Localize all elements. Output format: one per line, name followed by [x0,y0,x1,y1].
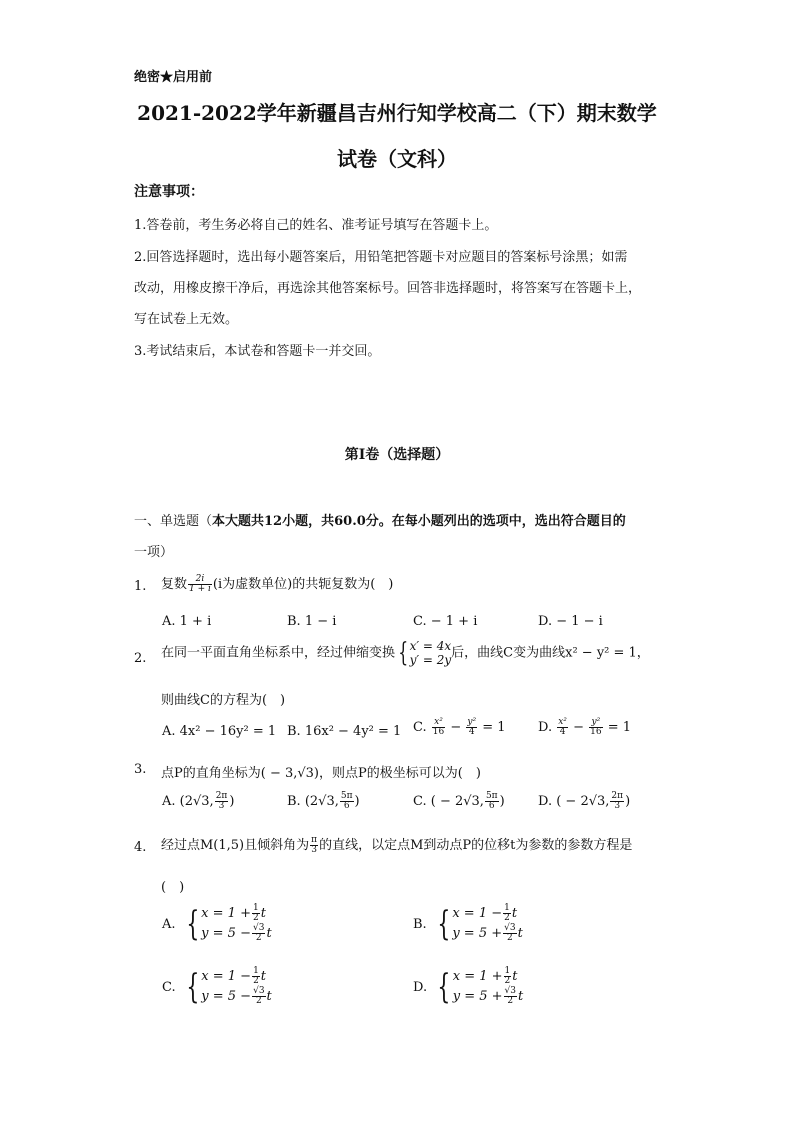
question-4-stem [161,834,632,855]
q4a-brace: { [185,904,199,944]
q3c-close: ) [499,794,505,809]
part-heading-line2: 一项） [134,545,174,560]
q3b-frac-den: 6 [343,801,350,811]
question-3-number: 3. [134,762,147,777]
q3a-close: ) [229,794,235,809]
q2c-frac2-den: 4 [468,727,475,737]
q3a-frac-num: 2π [215,791,228,801]
confidential-label: 绝密★启用前 [134,70,213,85]
q4b-l2-num: √3 [504,923,516,933]
q4a-l2-t: t [266,926,272,941]
q3c-pre: C. ( − 2√3, [413,794,484,809]
q4a-l1-pre: x = 1 + [201,906,251,921]
part-heading-line1 [134,510,626,529]
q4-fraction [310,836,318,855]
q4a-l2-pre: y = 5 − [201,926,251,941]
q3a-frac-den: 3 [218,801,225,811]
q4c-l2-t: t [266,989,272,1004]
question-2-option-d [538,718,631,737]
q4c-line2 [201,987,272,1007]
q2c-frac1-num: x² [432,718,445,728]
q4d-line2 [453,987,524,1007]
q4a-l1-t: t [260,906,266,921]
q4d-system [413,967,523,1007]
exam-title-line2: 试卷（文科） [337,147,457,171]
question-4-option-b [413,904,523,944]
q4c-l2-frac [252,987,265,1006]
q4b-system [413,904,523,944]
q3b-pre: B. (2√3, [287,794,339,809]
question-2-line2: 则曲线C的方程为( ) [161,693,286,708]
q3a-pre: A. (2√3, [162,794,214,809]
q4c-system [162,967,272,1007]
q4c-label: C. [162,979,176,995]
question-1-option-d: D. − 1 − i [538,614,603,629]
q4-frac-num: π [311,835,318,845]
part-heading-bold: 本大题共12小题，共60.0分。在每小题列出的选项中，选出符合题目的 [212,514,626,529]
q2-post: 后，曲线C变为曲线x² − y² = 1， [451,645,650,661]
question-4-option-d [413,967,523,1007]
notice-item-1: 1.答卷前，考生务必将自己的姓名、准考证号填写在答题卡上。 [134,218,498,233]
q4c-l1-t: t [260,969,267,984]
q2d-frac2-den: 16 [590,727,602,737]
q3d-frac-num: 2π [611,791,624,801]
notice-heading: 注意事项： [134,184,204,200]
q4d-line1 [453,967,524,987]
q1-pre: 复数 [161,577,188,592]
q3b-frac-num: 5π [340,791,353,801]
q2d-frac2-num: y² [589,718,602,728]
question-1-number: 1. [134,579,147,594]
q3c-frac-num: 5π [485,791,498,801]
q4c-l2-den: 2 [255,996,262,1006]
q2d-frac1-num: x² [558,717,567,727]
q2d-end: = 1 [607,720,631,735]
question-1-option-b: B. 1 − i [287,614,337,629]
question-3-option-c [413,792,505,811]
q4c-brace: { [185,967,199,1007]
q2-brace: { [398,638,409,668]
notice-item-2-line2: 改动，用橡皮擦干净后，再选涂其他答案标号。回答非选择题时，将答案写在答题卡上， [134,281,642,296]
q4d-l2-num: √3 [504,986,517,996]
q2c-frac2 [466,718,477,737]
q2d-frac1-den: 4 [559,727,566,737]
q4c-l2-num: √3 [253,986,265,996]
question-1-stem [161,573,393,594]
q4b-l1-pre: x = 1 − [452,906,503,921]
q4b-l1-den: 2 [504,913,510,923]
q2-pre: 在同一平面直角坐标系中，经过伸缩变换 [161,645,396,661]
q3c-frac-den: 6 [488,801,495,811]
q4c-l1-den: 2 [253,976,259,986]
q4-post: 的直线，以定点M到动点P的位移t为参数的参数方程是 [319,838,633,853]
q2c-minus: − [450,720,462,735]
q4a-system [162,904,272,944]
q4b-l1-t: t [511,906,518,921]
question-2-option-a: A. 4x² − 16y² = 1 [162,724,277,739]
q4a-l1-frac [252,904,260,923]
q4b-l1-frac [503,904,511,923]
q4d-l1-pre: x = 1 + [452,969,503,984]
question-2-stem [161,639,650,667]
q4d-label: D. [413,979,428,995]
q3c-frac [485,792,499,811]
question-3-option-d [538,792,630,811]
notice-item-2-line1: 2.回答选择题时，选出每小题答案后，用铅笔把答题卡对应题目的答案标号涂黑；如需 [134,250,628,265]
question-1-option-a: A. 1 + i [162,614,212,629]
q2-sys-line2: y′ = 2y [409,653,452,667]
q4c-l1-frac [252,967,260,986]
q2d-minus: − [573,720,584,735]
q4b-line2 [452,924,523,944]
q3b-close: ) [354,794,360,809]
q2d-label: D. [538,720,553,735]
q1-frac-den: 1 + i [189,584,211,594]
question-4-option-a [162,904,272,944]
q4c-line1 [201,967,272,987]
q4d-l1-t: t [512,969,518,984]
q2c-end: = 1 [482,720,506,735]
q2-sys-line1: x′ = 4x [409,639,452,653]
q4a-l1-den: 2 [252,913,259,923]
q4d-l2-t: t [518,989,524,1004]
q3d-frac [610,792,624,811]
q2c-frac1 [432,718,445,737]
q4d-l2-pre: y = 5 + [452,989,503,1004]
q2d-frac2 [589,718,602,737]
q4d-l1-den: 2 [504,976,511,986]
q4d-l1-frac [504,967,512,986]
q4d-l1-num: 1 [504,966,511,976]
q3a-frac [215,792,229,811]
q3d-frac-den: 3 [614,801,621,811]
q4a-l1-num: 1 [252,903,259,913]
q4b-label: B. [413,916,427,932]
q4a-line1 [201,904,272,924]
q4a-l2-frac [252,924,265,943]
exam-title-line1: 2021-2022学年新疆昌吉州行知学校高二（下）期末数学 [137,101,657,125]
q1-fraction [188,575,212,594]
q1-frac-num: 2i [188,575,212,585]
notice-item-2-line3: 写在试卷上无效。 [134,312,239,327]
q2c-frac2-num: y² [467,717,477,727]
q4b-l2-den: 2 [507,933,513,943]
question-3-stem: 点P的直角坐标为( − 3,√3)，则点P的极坐标可以为( ) [161,766,481,781]
q3b-frac [340,792,354,811]
question-3-option-a [162,792,234,811]
question-4-line2: ( ) [161,880,185,895]
q4c-l2-pre: y = 5 − [201,989,252,1004]
q4d-brace: { [437,967,451,1007]
q1-post: (i为虚数单位)的共轭复数为( ) [212,577,394,592]
q4b-line1 [452,904,523,924]
q2-transform-system [395,639,451,667]
q4a-l2-den: 2 [255,933,262,943]
q2c-label: C. [413,720,427,735]
q4c-l1-num: 1 [253,966,259,976]
q4b-l1-num: 1 [504,903,510,913]
question-4-number: 4. [134,840,147,855]
q2d-frac1 [557,718,568,737]
question-2-option-b: B. 16x² − 4y² = 1 [287,724,402,739]
question-3-option-b [287,792,360,811]
q2c-frac1-den: 16 [432,727,445,737]
q3d-pre: D. ( − 2√3, [538,794,610,809]
q4d-l2-den: 2 [507,996,514,1006]
question-4-option-c [162,967,272,1007]
q4a-label: A. [162,916,176,932]
notice-item-3: 3.考试结束后，本试卷和答题卡一并交回。 [134,344,381,359]
q4-frac-den: 3 [311,845,317,855]
question-2-option-c [413,718,506,737]
q3d-close: ) [625,794,631,809]
question-1-option-c: C. − 1 + i [413,614,478,629]
section-title: 第I卷（选择题） [344,447,450,463]
q4d-l2-frac [504,987,517,1006]
q4a-l2-num: √3 [252,923,265,933]
part-heading-prefix: 一、单选题（ [134,514,213,529]
q4b-l2-pre: y = 5 + [452,926,503,941]
q4-pre: 经过点M(1,5)且倾斜角为 [161,838,310,853]
question-2-number: 2. [134,651,147,666]
q4b-l2-frac [503,924,516,943]
q4c-l1-pre: x = 1 − [201,969,252,984]
q4b-l2-t: t [517,926,523,941]
q4a-line2 [201,924,272,944]
q4b-brace: { [437,904,450,944]
